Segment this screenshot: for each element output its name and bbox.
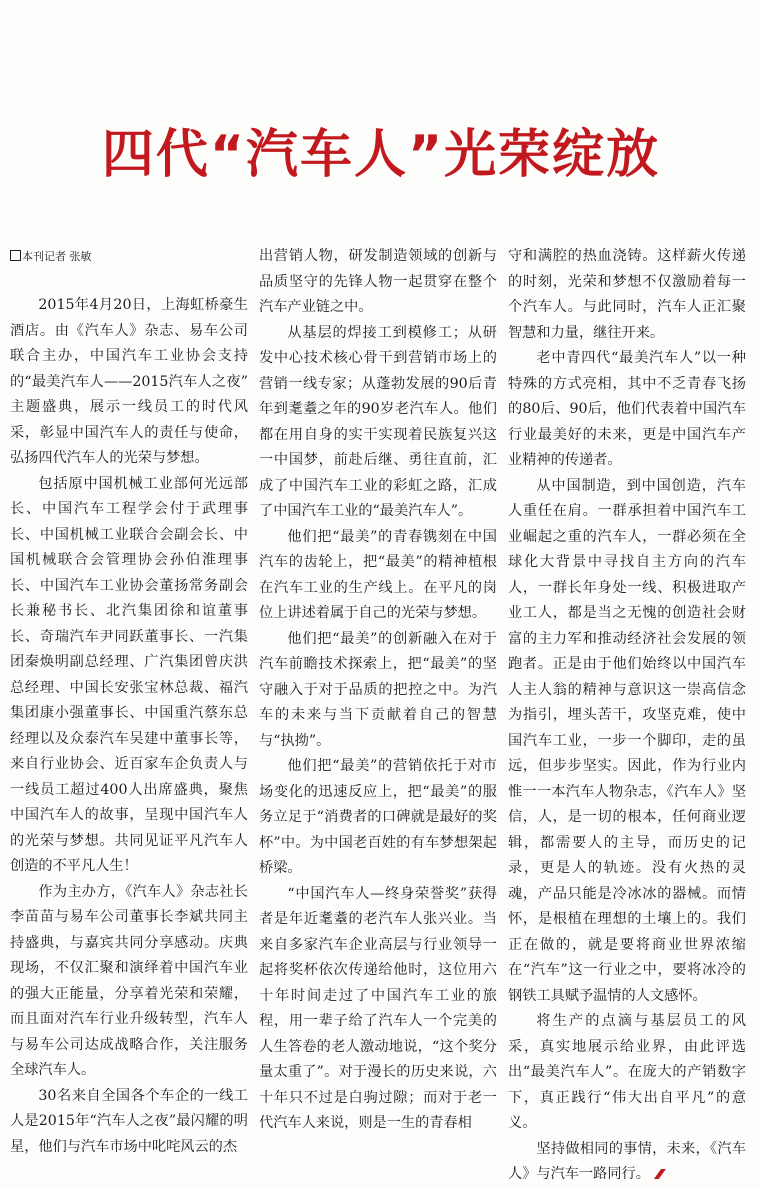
byline bbox=[10, 248, 92, 264]
paragraph: 30名来自全国各个车企的一线工人是2015年“汽车人之夜”最闪耀的明星，他们与汽车市场中叱咤风云的杰 bbox=[10, 1087, 248, 1155]
paragraph: 出营销人物，研发制造领域的创新与品质坚守的先锋人物一起贯穿在整个汽车产业链之中。 bbox=[259, 248, 497, 315]
paragraph: 老中青四代“最美汽车人”以一种特殊的方式亮相，其中不乏青春飞扬的80后、90后，他们代表着中国汽车行业最美好的未来，更是中国汽车产业精神的传递者。 bbox=[508, 350, 746, 468]
paragraph: 他们把“最美”的营销依托于对市场变化的迅速反应上，把“最美”的服务立足于“消费者的口碑就是最好的奖杯”中。为中国老百姓的有车梦想架起桥梁。 bbox=[259, 758, 497, 876]
paragraph: 包括原中国机械工业部何光远部长、中国汽车工程学会付于武理事长、中国机械工业联合会副会长、中国机械联合会管理协会孙伯淮理事长、中国汽车工业协会董扬常务副会长兼秘书长、北汽集团徐和谊董事长、奇瑞汽车尹同跃董事长、一汽集团秦焕明副总经理、广汽集团曾庆洪总经理、中国长安张宝林总裁、福汽集团康小强董事长、中国重汽蔡东总经理以及众泰汽车吴建中董事长等，来自行业协会、近百家车企负责人与一线员工超过400人出席盛典，聚焦中国汽车人的故事，呈现中国汽车人的光荣与梦想。共同见证平凡汽车人创造的不平凡人生！ bbox=[10, 475, 248, 874]
paragraph-text: 坚持做相同的事情，未来，《汽车人》与汽车一路同行。 bbox=[508, 1140, 746, 1182]
byline-box-icon bbox=[10, 250, 21, 261]
byline-text: 本刊记者 张敏 bbox=[22, 250, 92, 263]
paragraph: 从基层的焊接工到模修工；从研发中心技术核心骨干到营销市场上的营销一线专家；从蓬勃发展的90后青年到耄耋之年的90岁老汽车人。他们都在用自身的实干实现着民族复兴这一中国梦，前赴后继、勇往直前，汇成了中国汽车工业的彩虹之路，汇成了中国汽车工业的“最美汽车人”。 bbox=[259, 324, 497, 519]
text-column-1 bbox=[10, 293, 248, 1160]
paragraph: 他们把“最美”的青春镌刻在中国汽车的齿轮上，把“最美”的精神植根在汽车工业的生产线上。在平凡的岗位上讲述着属于自己的光荣与梦想。 bbox=[259, 528, 497, 621]
paragraph: 守和满腔的热血浇铸。这样薪火传递的时刻，光荣和梦想不仅激励着每一个汽车人。与此同时，汽车人正汇聚智慧和力量，继往开来。 bbox=[508, 248, 746, 341]
text-column-3 bbox=[508, 244, 746, 1188]
paragraph: “中国汽车人—终身荣誉奖”获得者是年近耄耋的老汽车人张兴业。当来自多家汽车企业高层与行业领导一起将奖杯依次传递给他时，这位用六十年时间走过了中国汽车工业的旅程，用一辈子给了汽车人一个完美的人生答卷的老人激动地说，“这个奖分量太重了”。对于漫长的历史来说，六十年只不过是白驹过隙；而对于老一代汽车人来说，则是一生的青春相 bbox=[259, 885, 497, 1131]
paragraph: 他们把“最美”的创新融入在对于汽车前瞻技术探索上，把“最美”的坚守融入于对于品质的把控之中。为汽车的未来与当下贡献着自己的智慧与“执拗”。 bbox=[259, 630, 497, 749]
last-paragraph bbox=[508, 1137, 746, 1188]
text-column-2 bbox=[259, 244, 497, 1137]
paragraph: 作为主办方，《汽车人》杂志社长李苗苗与易车公司董事长李斌共同主持盛典，与嘉宾共同分享感动。庆典现场，不仅汇聚和演绎着中国汽车业的强大正能量，分享着光荣和荣耀，而且面对汽车行业升级转型，汽车人与易车公司达成战略合作，关注服务全球汽车人。 bbox=[10, 883, 248, 1078]
paragraph: 从中国制造，到中国创造，汽车人重任在肩。一群承担着中国汽车工业崛起之重的汽车人，一群必须在全球化大背景中寻找自主方向的汽车人，一群长年身处一线、积极进取产业工人，都是当之无愧的创造社会财富的主力军和推动经济社会发展的领跑者。正是由于他们始终以中国汽车人主人翁的精神与意识这一崇高信念为指引，埋头苦干，攻坚克难，使中国汽车工业，一步一个脚印，走的虽远，但步步坚实。因此，作为行业内惟一一本汽车人物杂志，《汽车人》坚信，人，是一切的根本，任何商业逻辑，都需要人的主导，而历史的记录，更是人的轨迹。没有火热的灵魂，产品只能是冷冰冰的器械。而情怀，是根植在理想的土壤上的。我们正在做的，就是要将商业世界浓缩在“汽车”这一行业之中，要将冰冷的钢铁工具赋予温情的人文感怀。 bbox=[508, 477, 746, 1004]
paragraph: 将生产的点滴与基层员工的风采，真实地展示给业界，由此评选出“最美汽车人”。在庞大的产销数字下，真正践行“伟大出自平凡”的意义。 bbox=[508, 1013, 746, 1131]
article-title: 四代“汽车人”光荣绽放 bbox=[101, 125, 661, 185]
paragraph: 2015年4月20日，上海虹桥豪生酒店。由《汽车人》杂志、易车公司联合主办，中国汽车工业协会支持的“最美汽车人——2015汽车人之夜” 主题盛典，展示一线员工的时代风采，彰显中国汽车人的责任与使命，弘扬四代汽车人的光荣与梦想。 bbox=[10, 297, 248, 466]
article-end-icon bbox=[654, 1169, 666, 1179]
